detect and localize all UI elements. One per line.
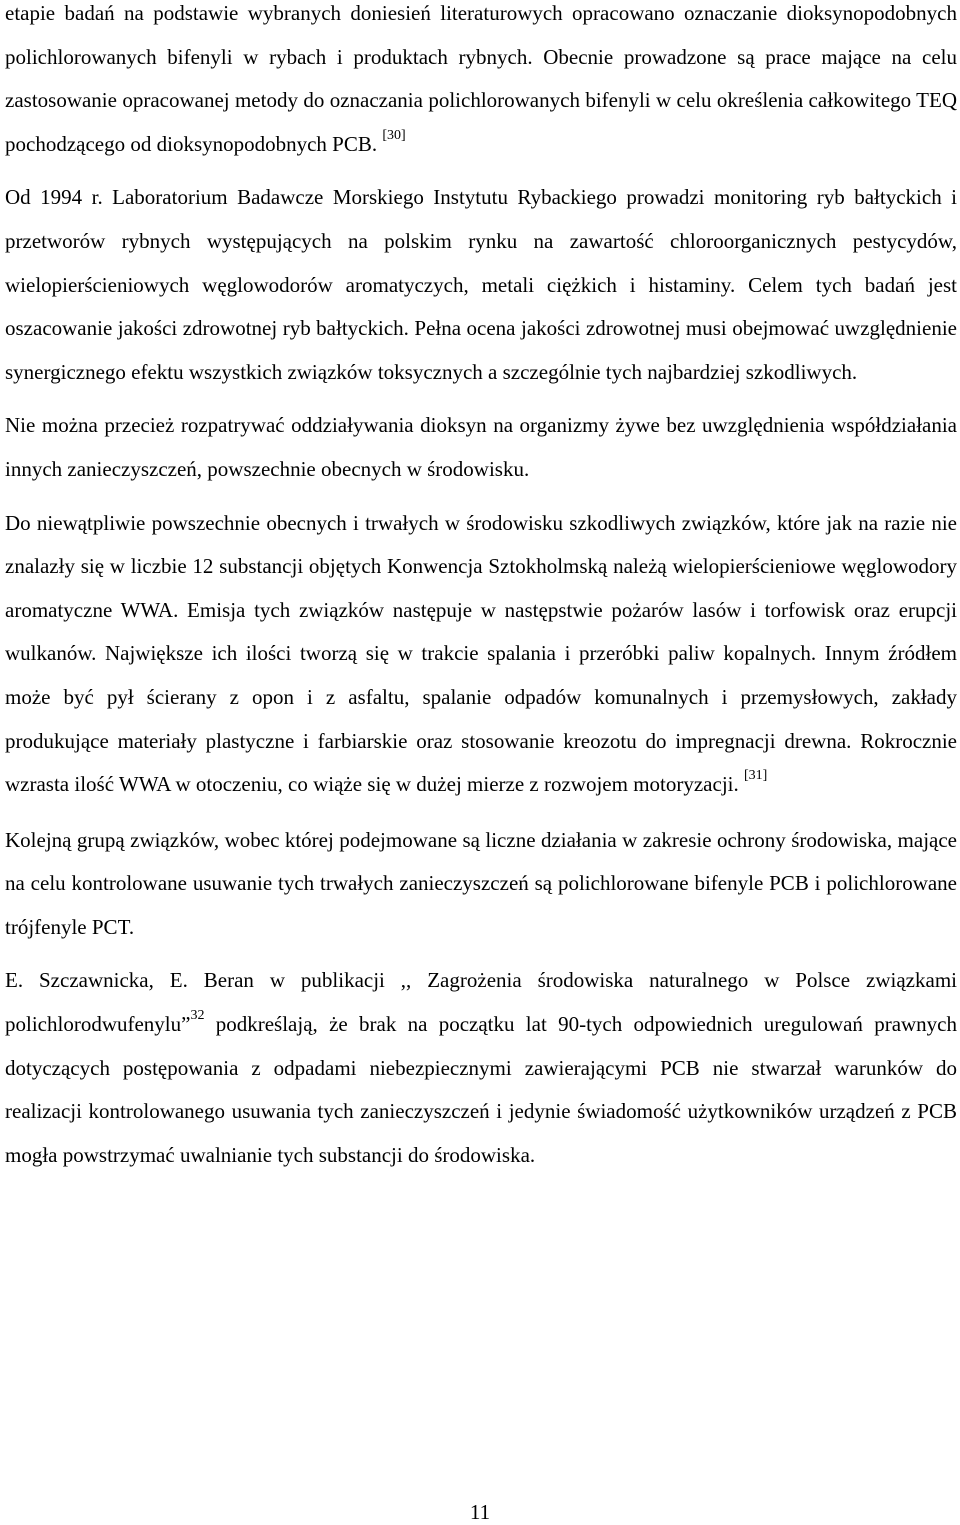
paragraph-text: Kolejną grupą związków, wobec której podejmowane są liczne działania w zakresie ochrony środowiska, mające na celu kontrolowane usuwanie tych trwałych zanieczyszczeń są polichlorowane bifenyle PCB i polichlorowane trójfenyle PCT.: [5, 827, 957, 939]
paragraph-wwa: [5, 502, 957, 807]
paragraph-publication: [5, 959, 957, 1177]
paragraph-text: Do niewątpliwie powszechnie obecnych i trwałych w środowisku szkodliwych związków, które jak na razie nie znalazły się w liczbie 12 substancji objętych Konwencja Sztokholmską należą wielopierścieniowe węglowodory aromatyczne WWA. Emisja tych związków następuje w następstwie pożarów lasów i torfowisk oraz erupcji wulkanów. Największe ich ilości tworzą się w trakcie spalania i przeróbki paliw kopalnych. Innym źródłem może być pył ścierany z opon i z asfaltu, spalanie odpadów komunalnych i przemysłowych, zakłady produkujące materiały plastyczne i farbiarskie oraz stosowanie kreozotu do impregnacji drewna. Rokrocznie wzrasta ilość WWA w otoczeniu, co wiąże się w dużej mierze z rozwojem motoryzacji.: [5, 510, 957, 797]
paragraph-dioxins: [5, 404, 957, 491]
paragraph-text: Nie można przecież rozpatrywać oddziaływania dioksyn na organizmy żywe bez uwzględnienia współdziałania innych zanieczyszczeń, powszechnie obecnych w środowisku.: [5, 413, 957, 481]
paragraph-text-continued: podkreślają, że brak na początku lat 90-tych odpowiednich uregulowań prawnych dotyczących postępowania z odpadami niebezpiecznymi zawierającymi PCB nie stwarzał warunków do realizacji kontrolowanego usuwania tych zanieczyszczeń i jedynie świadomość użytkowników urządzeń z PCB mogła powstrzymać uwalnianie tych substancji do środowiska.: [5, 1012, 957, 1167]
citation-reference: [30]: [382, 127, 406, 143]
paragraph-pcb-pct: [5, 819, 957, 950]
citation-reference: 32: [190, 1008, 205, 1024]
citation-reference: [31]: [744, 768, 768, 784]
paragraph-text: Od 1994 r. Laboratorium Badawcze Morskiego Instytutu Rybackiego prowadzi monitoring ryb bałtyckich i przetworów rybnych występujących na polskim rynku na zawartość chloroorganicznych pestycydów, wielopierścieniowych węglowodorów aromatyczych, metali ciężkich i histaminy. Celem tych badań jest oszacowanie jakości zdrowotnej ryb bałtyckich. Pełna ocena jakości zdrowotnej musi obejmować uwzględnienie synergicznego efektu wszystkich związków toksycznych a szczególnie tych najbardziej szkodliwych.: [5, 185, 957, 384]
paragraph-text: etapie badań na podstawie wybranych doniesień literaturowych opracowano oznaczanie dioksynopodobnych polichlorowanych bifenyli w rybach i produktach rybnych. Obecnie prowadzone są prace mające na celu zastosowanie opracowanej metody do oznaczania polichlorowanych bifenyli w celu określenia całkowitego TEQ pochodzącego od dioksynopodobnych PCB.: [5, 1, 957, 156]
paragraph-monitoring: [5, 176, 957, 394]
page-number: 11: [469, 1500, 491, 1524]
paragraph-text: E. Szczawnicka, E. Beran w publikacji ,, Zagrożenia środowiska naturalnego w Polsce związkami polichlorodwufenylu”: [5, 968, 957, 1037]
document-body: [5, 0, 957, 1177]
paragraph-pcb-method: [5, 0, 957, 166]
